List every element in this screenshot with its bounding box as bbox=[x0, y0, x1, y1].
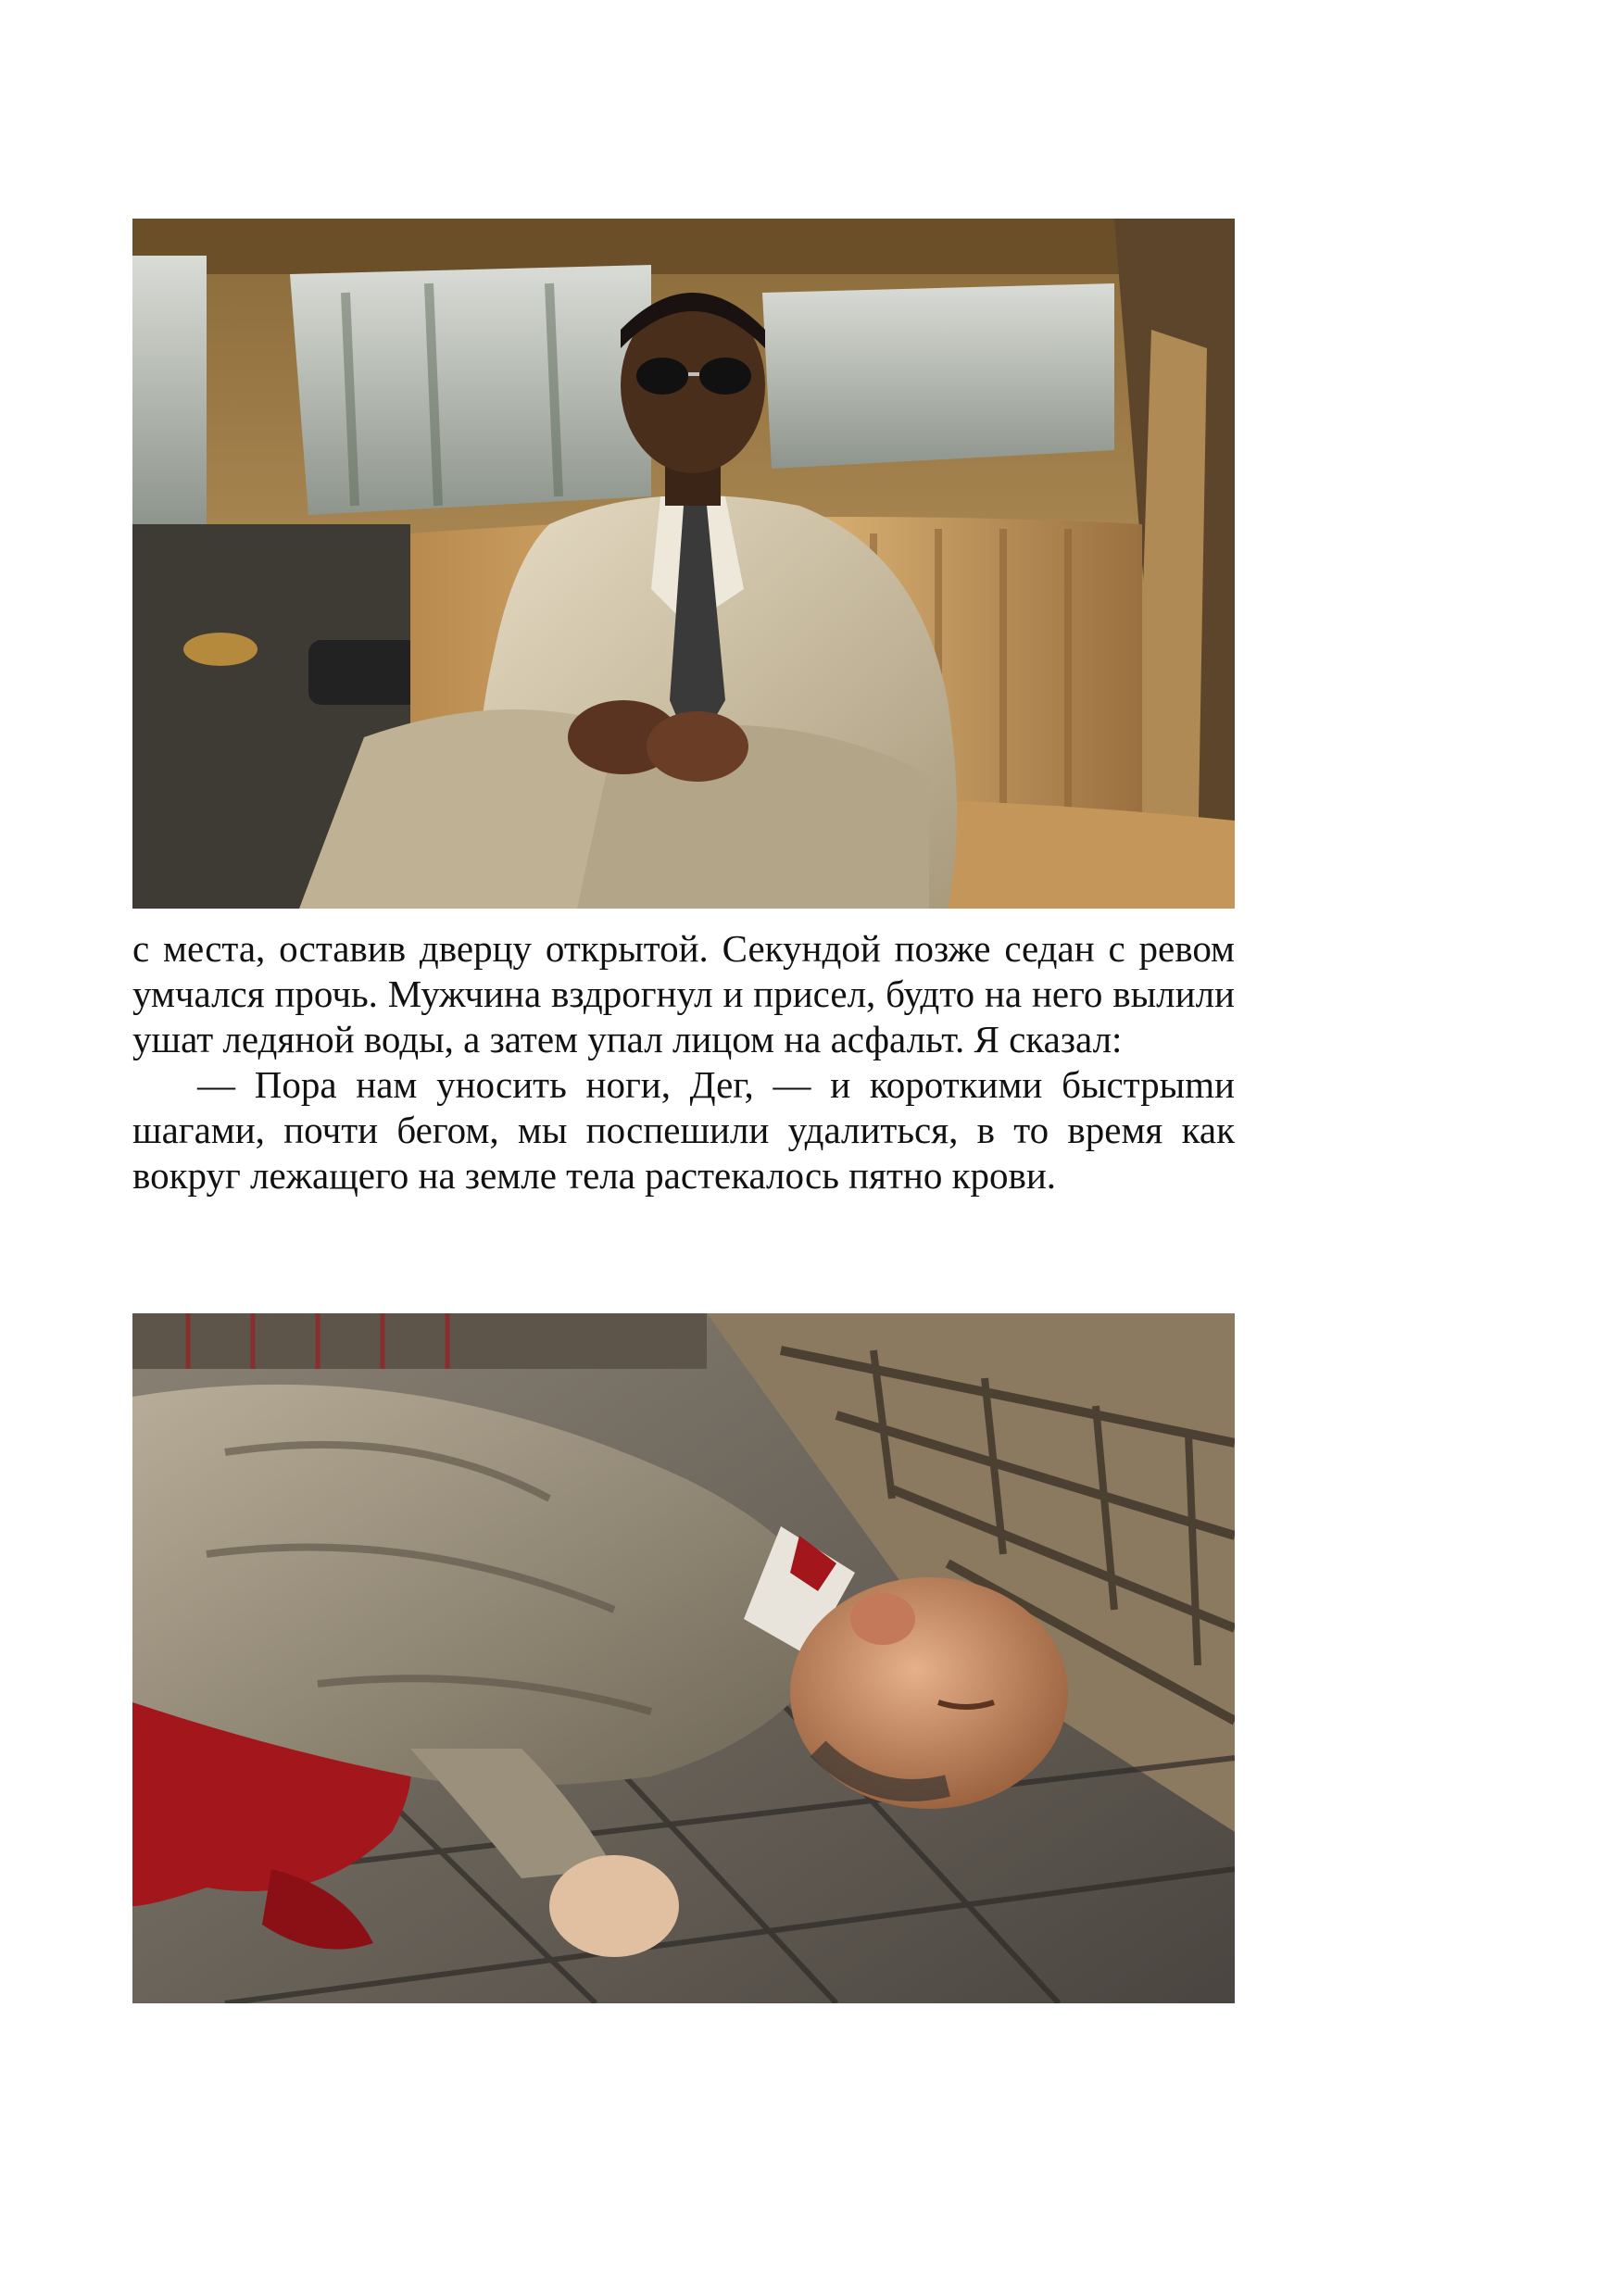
body-text bbox=[132, 926, 1235, 1198]
paragraph-2: — Пора нам уносить ноги, Дег, — и короткими быстрыmи шагами, почти бегом, мы поспешили удалиться, в то время как вокруг лежащего на земле тела растекалось пятно крови. bbox=[132, 1063, 1235, 1197]
pavement-scene-picture bbox=[132, 1313, 1235, 2003]
illustration-man-on-pavement bbox=[132, 1313, 1235, 2003]
paragraph-1: с места, оставив дверцу открытой. Секундой позже седан с ревом умчался прочь. Мужчина вздрогнул и присел, будто на него вылили ушат ледяной воды, а затем упал лицом на асфальт. Я сказал: bbox=[132, 927, 1235, 1060]
illustration-man-in-car bbox=[132, 219, 1235, 909]
car-interior-picture bbox=[132, 219, 1235, 909]
